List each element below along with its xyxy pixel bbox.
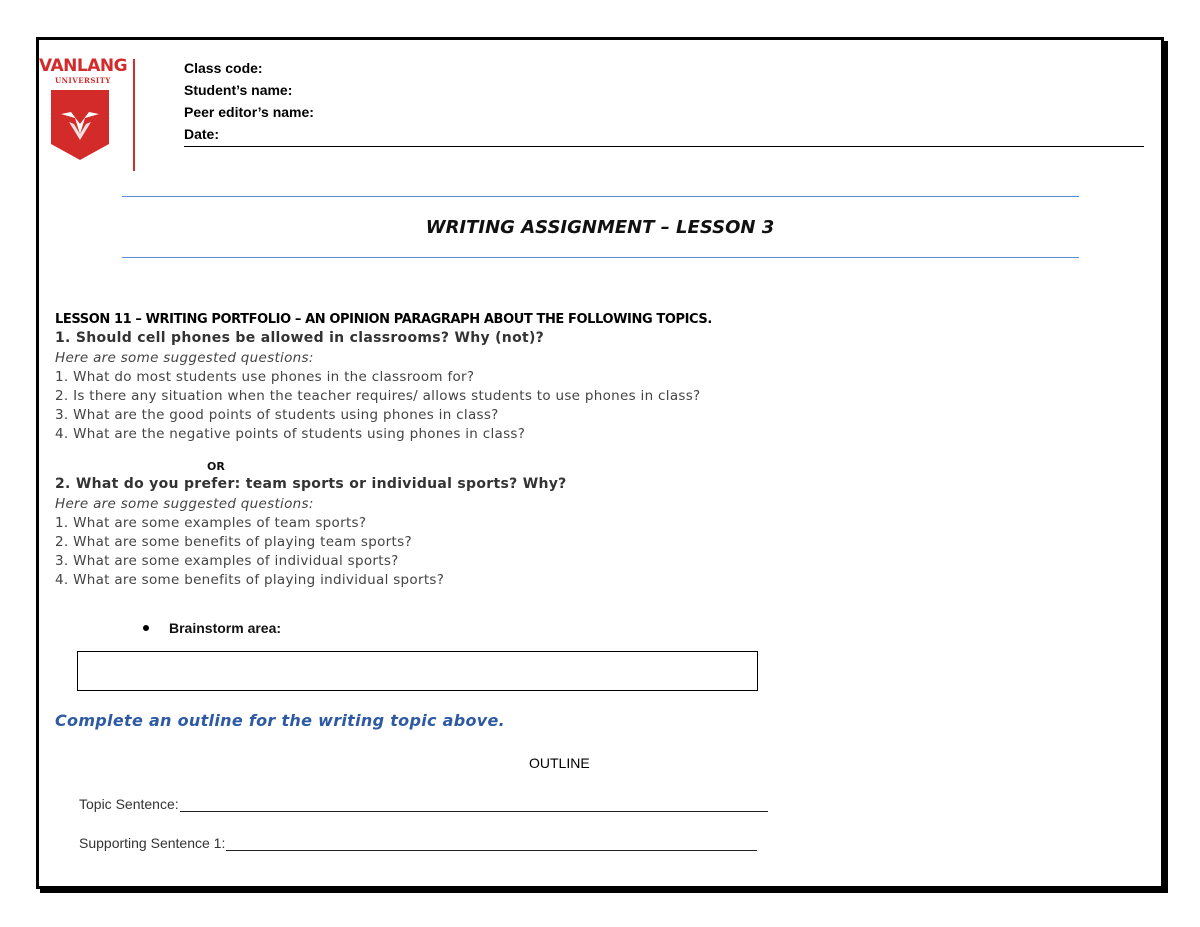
- supporting-sentence-1-field[interactable]: [79, 835, 757, 851]
- title-top-rule: [122, 196, 1079, 197]
- list-item: 4. What are some benefits of playing individual sports?: [55, 572, 445, 588]
- outline-heading: OUTLINE: [529, 755, 590, 771]
- list-item: 3. What are some examples of individual sports?: [55, 553, 399, 569]
- supporting-sentence-1-blank[interactable]: [226, 836, 757, 851]
- topic-sentence-label: Topic Sentence:: [79, 796, 179, 812]
- topic-2-suggested: Here are some suggested questions:: [55, 496, 314, 512]
- university-shield-icon: [49, 88, 111, 162]
- topic-sentence-field[interactable]: [79, 796, 768, 812]
- page-title: WRITING ASSIGNMENT – LESSON 3: [425, 217, 775, 238]
- date-label: Date:: [184, 126, 220, 142]
- topic-1-suggested: Here are some suggested questions:: [55, 350, 314, 366]
- peer-editor-label: Peer editor’s name:: [184, 104, 314, 120]
- list-item: 1. What are some examples of team sports?: [55, 515, 367, 531]
- lesson-heading: LESSON 11 – WRITING PORTFOLIO – AN OPINION PARAGRAPH ABOUT THE FOLLOWING TOPICS.: [55, 312, 712, 327]
- or-separator: OR: [207, 460, 225, 473]
- worksheet-page: [36, 37, 1164, 889]
- list-item: 2. What are some benefits of playing team sports?: [55, 534, 412, 550]
- list-item: 4. What are the negative points of students using phones in class?: [55, 426, 526, 442]
- list-item: 1. What do most students use phones in the classroom for?: [55, 369, 475, 385]
- university-subtitle: UNIVERSITY: [55, 76, 111, 85]
- brainstorm-label: Brainstorm area:: [169, 620, 282, 636]
- bullet-icon: [143, 625, 149, 631]
- list-item: 2. Is there any situation when the teacher requires/ allows students to use phones in class?: [55, 388, 701, 404]
- student-name-label: Student’s name:: [184, 82, 293, 98]
- university-wordmark: VANLANG: [39, 56, 128, 76]
- brainstorm-area[interactable]: [77, 651, 758, 691]
- list-item: 3. What are the good points of students using phones in class?: [55, 407, 499, 423]
- logo-divider: [133, 59, 135, 171]
- topic-sentence-blank[interactable]: [180, 797, 768, 812]
- outline-instruction: Complete an outline for the writing topic above.: [55, 711, 506, 730]
- class-code-label: Class code:: [184, 60, 263, 76]
- topic-2-question: 2. What do you prefer: team sports or individual sports? Why?: [55, 476, 567, 492]
- title-bottom-rule: [122, 257, 1079, 258]
- topic-1-question: 1. Should cell phones be allowed in classrooms? Why (not)?: [55, 330, 545, 346]
- header-rule: [184, 146, 1144, 147]
- supporting-sentence-1-label: Supporting Sentence 1:: [79, 835, 226, 851]
